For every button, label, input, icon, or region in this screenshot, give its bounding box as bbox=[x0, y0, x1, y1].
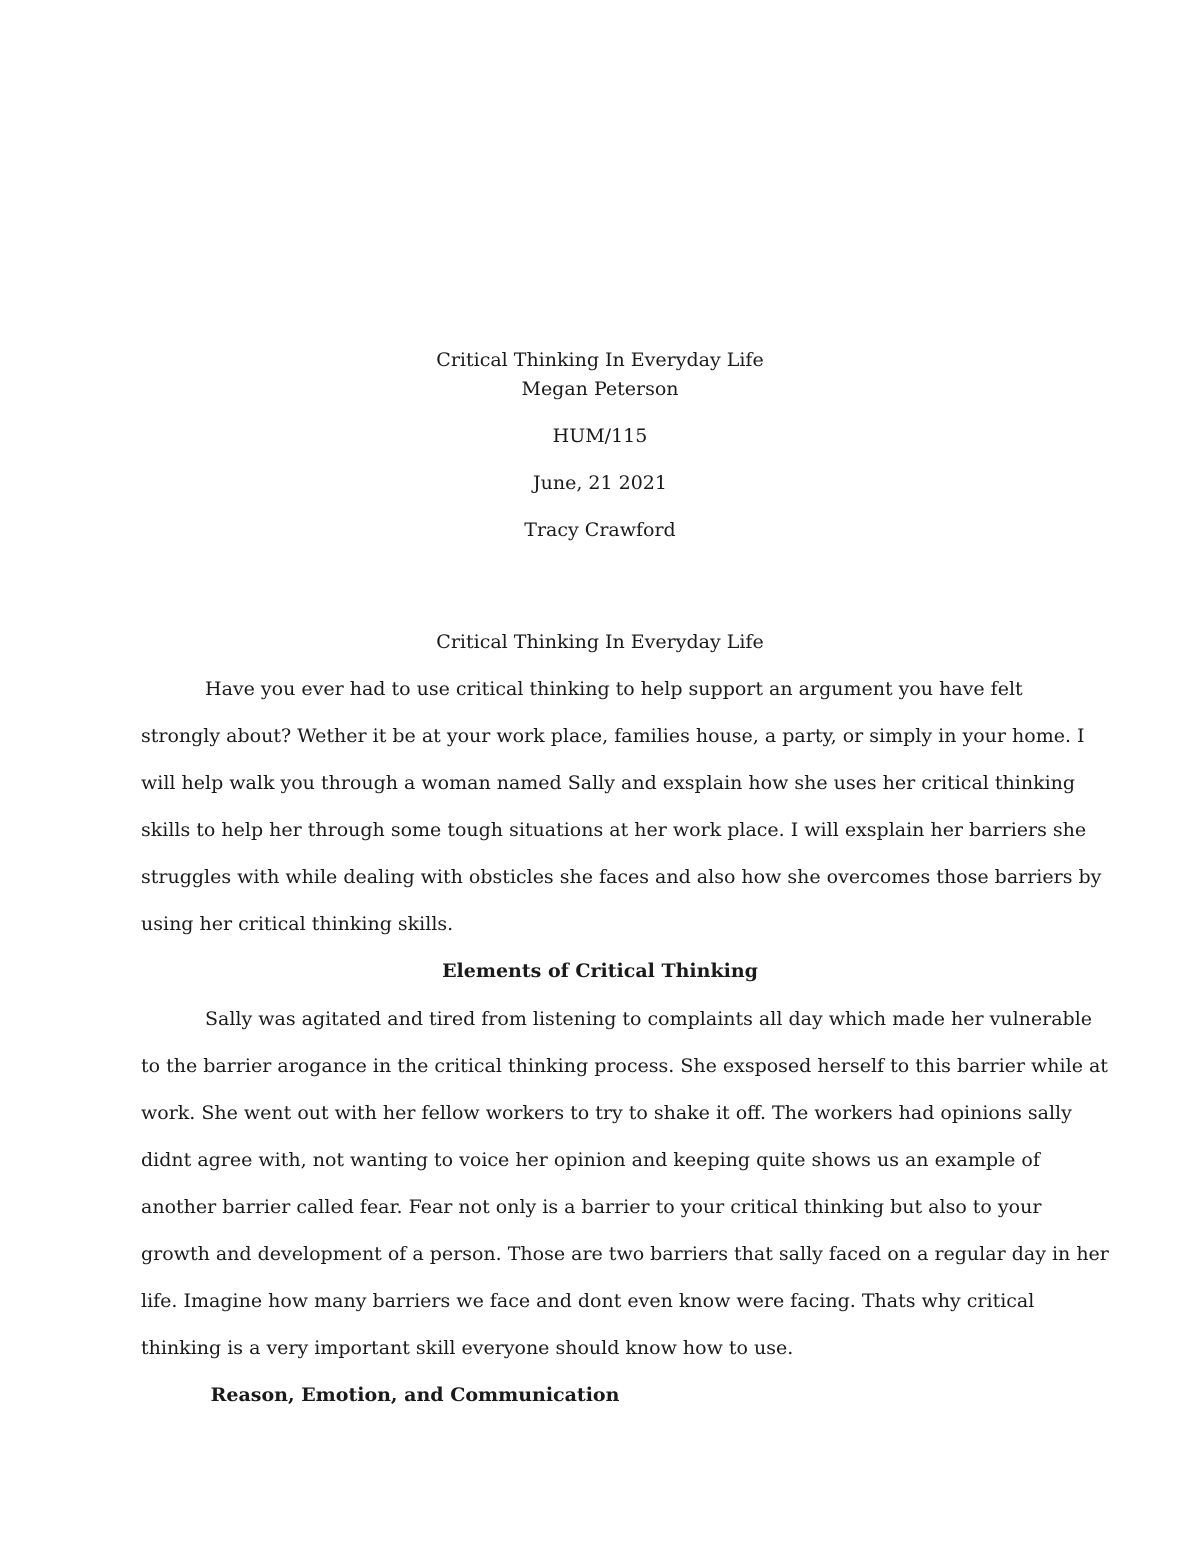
section1-line: Sally was agitated and tired from listening to complaints all day which made her vulnerable bbox=[205, 1008, 1093, 1030]
title-page-instructor: Tracy Crawford bbox=[524, 519, 676, 541]
intro-line: Have you ever had to use critical thinking to help support an argument you have felt bbox=[205, 678, 1023, 700]
section-heading-reason: Reason, Emotion, and Communication bbox=[210, 1384, 620, 1406]
section1-line: growth and development of a person. Those are two barriers that sally faced on a regular day in her bbox=[141, 1243, 1109, 1265]
intro-line: struggles with while dealing with obsticles she faces and also how she overcomes those barriers by bbox=[141, 866, 1102, 888]
section1-line: didnt agree with, not wanting to voice her opinion and keeping quite shows us an example of bbox=[141, 1149, 1040, 1171]
title-page-course: HUM/115 bbox=[552, 425, 648, 447]
essay-title: Critical Thinking In Everyday Life bbox=[436, 631, 764, 653]
section1-line: another barrier called fear. Fear not only is a barrier to your critical thinking but also to your bbox=[141, 1196, 1042, 1218]
section-heading-elements: Elements of Critical Thinking bbox=[442, 960, 758, 982]
intro-line: will help walk you through a woman named Sally and exsplain how she uses her critical thinking bbox=[141, 772, 1076, 794]
intro-line: using her critical thinking skills. bbox=[141, 913, 454, 935]
title-page-title: Critical Thinking In Everyday Life bbox=[436, 349, 764, 371]
section1-line: thinking is a very important skill everyone should know how to use. bbox=[141, 1337, 794, 1359]
intro-line: skills to help her through some tough situations at her work place. I will exsplain her barriers she bbox=[141, 819, 1087, 841]
title-page-date: June, 21 2021 bbox=[533, 472, 667, 494]
intro-line: strongly about? Wether it be at your work place, families house, a party, or simply in your home. I bbox=[141, 725, 1085, 747]
section1-line: work. She went out with her fellow workers to try to shake it off. The workers had opinions sally bbox=[141, 1102, 1072, 1124]
section1-line: to the barrier arogance in the critical thinking process. She exsposed herself to this barrier while at bbox=[141, 1055, 1108, 1077]
section1-line: life. Imagine how many barriers we face and dont even know were facing. Thats why critical bbox=[141, 1290, 1035, 1312]
title-page-author: Megan Peterson bbox=[521, 378, 679, 400]
